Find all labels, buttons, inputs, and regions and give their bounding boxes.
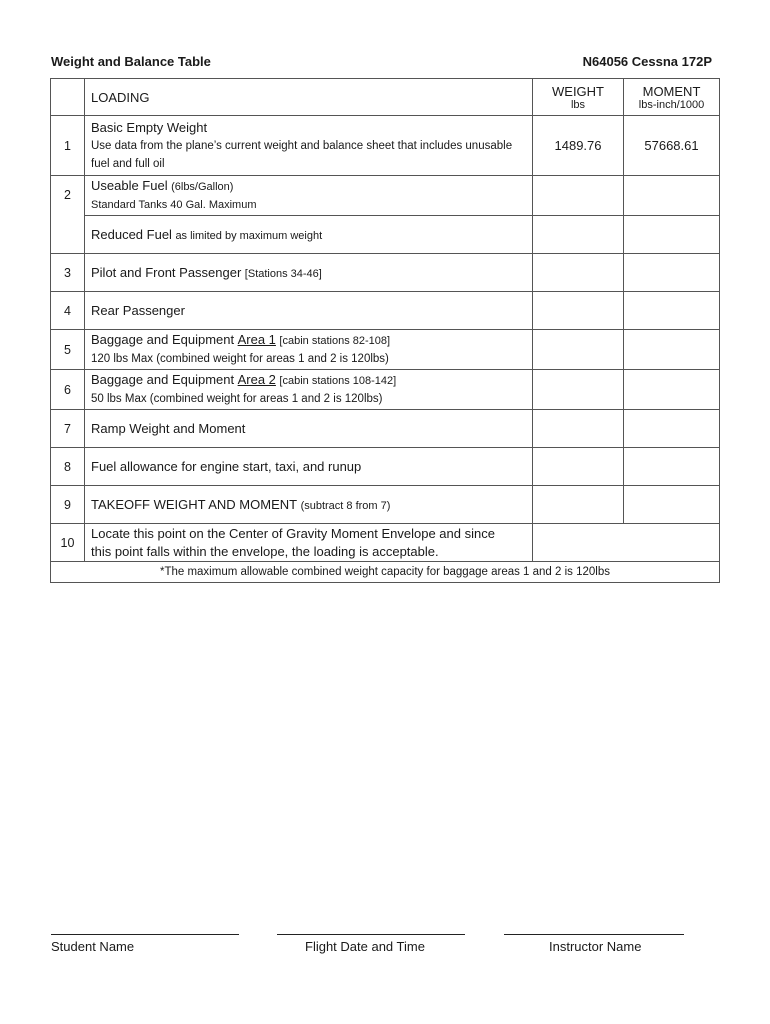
- row-description: [85, 254, 533, 292]
- row-number: 9: [51, 486, 85, 524]
- row-note: [cabin stations 108-142]: [279, 375, 397, 387]
- moment-header-label: MOMENT: [642, 83, 701, 99]
- loading-header: LOADING: [85, 79, 533, 116]
- table-subrow: [51, 216, 720, 254]
- moment-input-cell[interactable]: [624, 254, 720, 292]
- row-title: Baggage and Equipment: [91, 372, 235, 387]
- row-number: 10: [51, 524, 85, 562]
- table-row: [51, 524, 720, 562]
- row-number: 2: [51, 176, 85, 254]
- row-number: 3: [51, 254, 85, 292]
- row-description: [85, 116, 533, 176]
- instructor-signature-line[interactable]: [504, 934, 684, 935]
- row-note: (6lbs/Gallon): [171, 181, 234, 193]
- row-title: Reduced Fuel: [91, 227, 172, 242]
- footnote-row: [51, 562, 720, 583]
- moment-input-cell[interactable]: [624, 486, 720, 524]
- row-title: Rear Passenger: [85, 292, 533, 330]
- table-header-row: [51, 79, 720, 116]
- table-row: [51, 292, 720, 330]
- moment-input-cell[interactable]: [624, 330, 720, 370]
- table-row: [51, 176, 720, 216]
- moment-header-unit: lbs-inch/1000: [638, 98, 705, 111]
- moment-input-cell[interactable]: [624, 292, 720, 330]
- weight-input-cell[interactable]: [533, 292, 624, 330]
- weight-value[interactable]: 1489.76: [533, 116, 624, 176]
- weight-input-cell[interactable]: [533, 176, 624, 216]
- weight-input-cell[interactable]: [533, 254, 624, 292]
- row-area-label: Area 2: [237, 372, 276, 387]
- table-row: [51, 254, 720, 292]
- row-area-label: Area 1: [237, 332, 276, 347]
- table-row: [51, 370, 720, 410]
- row-title: Fuel allowance for engine start, taxi, and runup: [85, 448, 533, 486]
- row-description: [85, 370, 533, 410]
- row-description: [85, 176, 533, 216]
- table-row: [51, 448, 720, 486]
- weight-input-cell[interactable]: [533, 216, 624, 254]
- row-description: [85, 524, 533, 562]
- header-num-cell: [51, 79, 85, 116]
- row-note: [cabin stations 82-108]: [279, 335, 391, 347]
- row-number: 4: [51, 292, 85, 330]
- weight-input-cell[interactable]: [533, 486, 624, 524]
- student-name-label: Student Name: [51, 939, 135, 954]
- weight-header-label: WEIGHT: [552, 83, 604, 99]
- row-description: [85, 486, 533, 524]
- row-detail: 120 lbs Max (combined weight for areas 1 and 2 is 120lbs): [91, 353, 389, 365]
- weight-input-cell[interactable]: [533, 448, 624, 486]
- row-number: 6: [51, 370, 85, 410]
- flight-date-label: Flight Date and Time: [305, 939, 425, 954]
- table-row: [51, 330, 720, 370]
- row-detail: 50 lbs Max (combined weight for areas 1 and 2 is 120lbs): [91, 393, 383, 405]
- moment-input-cell[interactable]: [624, 176, 720, 216]
- weight-input-cell[interactable]: [533, 330, 624, 370]
- row-title: Basic Empty Weight: [91, 119, 208, 135]
- cg-result-cell[interactable]: [533, 524, 720, 562]
- weight-header-unit: lbs: [570, 98, 586, 111]
- student-signature-line[interactable]: [51, 934, 239, 935]
- weight-input-cell[interactable]: [533, 370, 624, 410]
- moment-input-cell[interactable]: [624, 410, 720, 448]
- row-detail: Standard Tanks 40 Gal. Maximum: [91, 199, 257, 211]
- row-detail: this point falls within the envelope, the loading is acceptable.: [91, 543, 439, 559]
- flight-date-line[interactable]: [277, 934, 465, 935]
- row-title: Baggage and Equipment: [91, 332, 235, 347]
- row-title: Useable Fuel: [91, 178, 168, 193]
- row-title: Pilot and Front Passenger: [91, 265, 242, 280]
- row-title: Ramp Weight and Moment: [85, 410, 533, 448]
- row-number: 5: [51, 330, 85, 370]
- row-description: [85, 330, 533, 370]
- row-title: TAKEOFF WEIGHT AND MOMENT: [91, 497, 298, 512]
- row-number: 1: [51, 116, 85, 176]
- weight-header: [533, 79, 624, 116]
- row-detail: Locate this point on the Center of Gravity Moment Envelope and since: [91, 525, 495, 541]
- moment-input-cell[interactable]: [624, 448, 720, 486]
- document-title: Weight and Balance Table: [51, 54, 211, 69]
- moment-input-cell[interactable]: [624, 216, 720, 254]
- row-note: (subtract 8 from 7): [300, 500, 391, 512]
- table-row: [51, 410, 720, 448]
- weight-balance-table: [50, 78, 720, 583]
- row-number: 7: [51, 410, 85, 448]
- table-row: [51, 116, 720, 176]
- row-description: [85, 216, 533, 254]
- aircraft-identifier: N64056 Cessna 172P: [582, 54, 712, 69]
- weight-input-cell[interactable]: [533, 410, 624, 448]
- row-number: 8: [51, 448, 85, 486]
- instructor-name-label: Instructor Name: [549, 939, 642, 954]
- table-row: [51, 486, 720, 524]
- moment-input-cell[interactable]: [624, 370, 720, 410]
- moment-value[interactable]: 57668.61: [624, 116, 720, 176]
- row-note: as limited by maximum weight: [175, 230, 323, 242]
- row-detail: Use data from the plane’s current weight and balance sheet that includes unusable fuel and full oil: [91, 139, 513, 170]
- row-note: [Stations 34-46]: [244, 268, 322, 280]
- table-footnote: *The maximum allowable combined weight capacity for baggage areas 1 and 2 is 120lbs: [51, 562, 720, 583]
- moment-header: [624, 79, 720, 116]
